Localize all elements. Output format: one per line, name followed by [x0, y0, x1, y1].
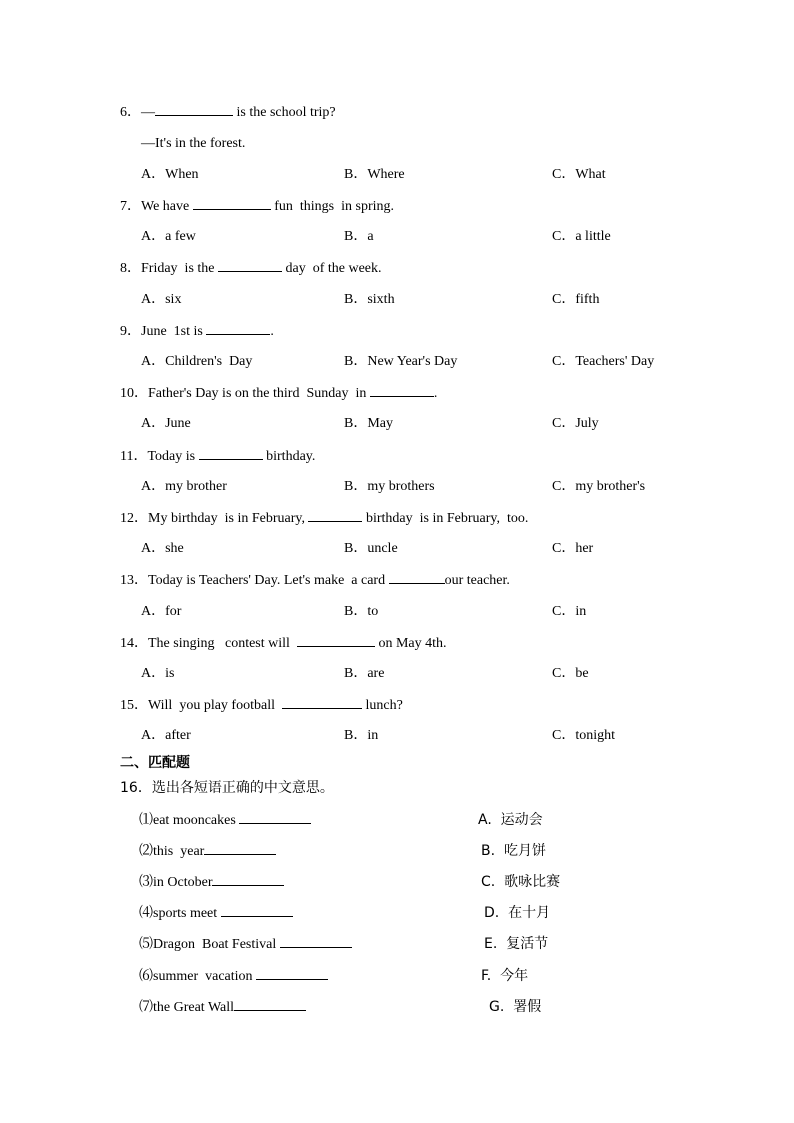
question-7-option-b[interactable]: B．a: [344, 229, 374, 244]
question-11-stem: 11．Today is birthday.: [120, 449, 316, 464]
question-15-option-c[interactable]: C．tonight: [552, 728, 616, 743]
answer-blank[interactable]: [193, 197, 271, 210]
question-15-option-b[interactable]: B．in: [344, 728, 379, 743]
question-13-option-c[interactable]: C．in: [552, 604, 587, 619]
question-12-option-b[interactable]: B．uncle: [344, 541, 398, 556]
answer-blank[interactable]: [370, 384, 434, 397]
answer-blank[interactable]: [199, 447, 263, 460]
answer-blank[interactable]: [297, 634, 375, 647]
answer-blank[interactable]: [239, 811, 311, 824]
match-right-b: B. 吃月饼: [481, 843, 546, 859]
question-8-option-b[interactable]: B．sixth: [344, 292, 395, 307]
question-9-option-a[interactable]: A．Children's Day: [141, 354, 253, 369]
question-9-option-c[interactable]: C．Teachers' Day: [552, 354, 655, 369]
question-8-option-c[interactable]: C．fifth: [552, 292, 600, 307]
question-8-stem: 8．Friday is the day of the week.: [120, 261, 382, 276]
match-right-a: A. 运动会: [478, 812, 543, 828]
match-left-3: ⑶in October: [139, 873, 284, 892]
answer-blank[interactable]: [234, 998, 306, 1011]
question-10-option-c[interactable]: C．July: [552, 416, 599, 431]
match-right-e: E. 复活节: [484, 936, 549, 952]
question-6-option-a[interactable]: A．When: [141, 167, 199, 182]
match-left-5: ⑸Dragon Boat Festival: [139, 935, 352, 954]
section-title: 二、匹配题: [120, 755, 190, 771]
answer-blank[interactable]: [221, 904, 293, 917]
question-14-option-c[interactable]: C．be: [552, 666, 589, 681]
question-9-stem: 9．June 1st is .: [120, 324, 274, 339]
match-right-c: C. 歌咏比赛: [481, 874, 561, 890]
match-left-4: ⑷sports meet: [139, 904, 293, 923]
answer-blank[interactable]: [389, 571, 445, 584]
answer-blank[interactable]: [212, 873, 284, 886]
answer-blank[interactable]: [256, 967, 328, 980]
question-10-stem: 10．Father's Day is on the third Sunday in .: [120, 386, 438, 401]
match-left-1: ⑴eat mooncakes: [139, 811, 311, 830]
answer-blank[interactable]: [280, 935, 352, 948]
question-7-stem: 7．We have fun things in spring.: [120, 199, 395, 214]
question-10-option-a[interactable]: A．June: [141, 416, 191, 431]
question-11-option-b[interactable]: B．my brothers: [344, 479, 435, 494]
question-11-option-c[interactable]: C．my brother's: [552, 479, 646, 494]
question-13-stem: 13．Today is Teachers' Day. Let's make a card our teacher.: [120, 573, 510, 588]
question-10-option-b[interactable]: B．May: [344, 416, 393, 431]
question-12-stem: 12．My birthday is in February, birthday is in February, too.: [120, 511, 529, 526]
question-8-option-a[interactable]: A．six: [141, 292, 182, 307]
match-right-f: F. 今年: [481, 968, 529, 984]
question-14-option-b[interactable]: B．are: [344, 666, 385, 681]
question-6-reply: —It's in the forest.: [141, 136, 246, 151]
question-6-option-b[interactable]: B．Where: [344, 167, 405, 182]
answer-blank[interactable]: [308, 509, 362, 522]
match-right-d: D. 在十月: [484, 905, 551, 921]
match-left-2: ⑵this year: [139, 842, 276, 861]
question-9-option-b[interactable]: B．New Year's Day: [344, 354, 458, 369]
question-6-stem: 6．— is the school trip?: [120, 105, 336, 120]
question-13-option-b[interactable]: B．to: [344, 604, 379, 619]
question-11-option-a[interactable]: A．my brother: [141, 479, 227, 494]
question-15-option-a[interactable]: A．after: [141, 728, 191, 743]
answer-blank[interactable]: [282, 696, 362, 709]
question-12-option-a[interactable]: A．she: [141, 541, 184, 556]
question-7-option-a[interactable]: A．a few: [141, 229, 196, 244]
question-6-option-c[interactable]: C．What: [552, 167, 606, 182]
match-left-7: ⑺the Great Wall: [139, 998, 306, 1017]
answer-blank[interactable]: [206, 322, 270, 335]
match-left-6: ⑹summer vacation: [139, 967, 328, 986]
answer-blank[interactable]: [204, 842, 276, 855]
question-15-stem: 15．Will you play football lunch?: [120, 698, 403, 713]
question-14-option-a[interactable]: A．is: [141, 666, 175, 681]
question-16-stem: 16．选出各短语正确的中文意思。: [120, 780, 334, 796]
answer-blank[interactable]: [155, 103, 233, 116]
match-right-g: G. 署假: [489, 999, 542, 1015]
question-14-stem: 14．The singing contest will on May 4th.: [120, 636, 447, 651]
question-12-option-c[interactable]: C．her: [552, 541, 594, 556]
question-7-option-c[interactable]: C．a little: [552, 229, 611, 244]
answer-blank[interactable]: [218, 259, 282, 272]
question-13-option-a[interactable]: A．for: [141, 604, 182, 619]
